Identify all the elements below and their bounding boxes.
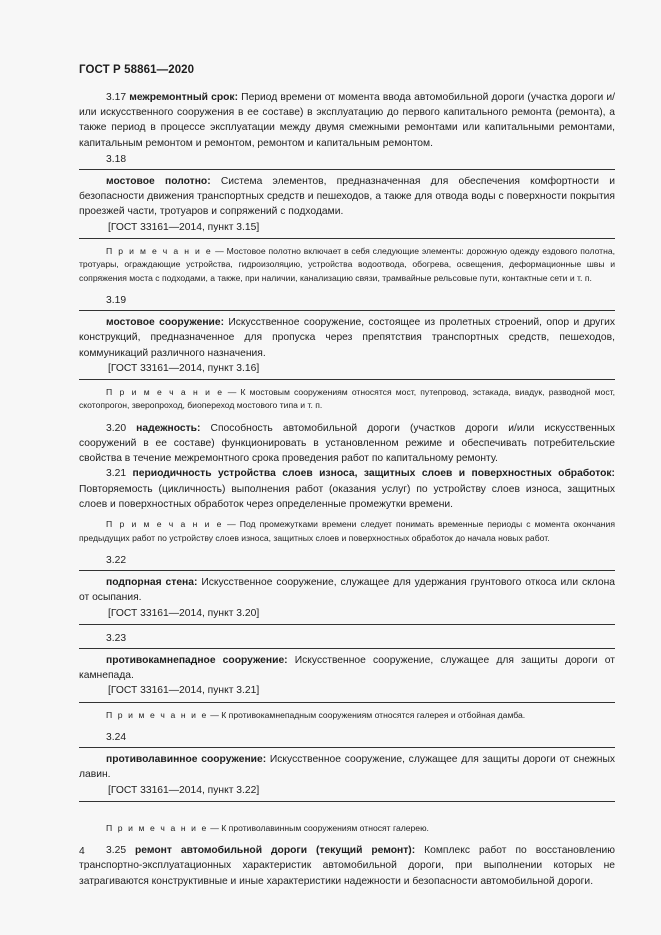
term-entry-3-20: [79, 421, 615, 467]
term-box-3-22: [79, 570, 615, 625]
note-text: — Под промежутками времени следует понимать временные периоды с момента окончания предыдущих работ по устройству слоев износа, защитных слоев и поверхностных обработок до начала новых работ.: [79, 519, 615, 543]
note: [79, 518, 615, 545]
note: [79, 709, 615, 722]
term-entry-3-17: [79, 90, 615, 151]
term-definition: Период времени от момента ввода автомобильной дороги (участка дороги и/или искусственного сооружения в ее составе) в эксплуатацию до первого капитального ремонта (ремонта), а также период в процессе эксплуатации между двумя смежными ремонтами или капитальными ремонтами, капитальным ремонтом и ремонтом, ремонтом и капитальным ремонтом.: [79, 92, 615, 149]
term-name: противокамнепадное сооружение:: [106, 654, 288, 666]
document-body: [79, 90, 615, 889]
term-box-3-23: [79, 648, 615, 703]
term-definition: Искусственное сооружение, служащее для защиты дороги от снежных лавин.: [79, 754, 615, 781]
term-box-3-19: [79, 310, 615, 380]
term-definition: Повторяемость (цикличность) выполнения работ (оказания услуг) по устройству слоев износа, защитных слоев и поверхностных обработок через определенные промежутки времени.: [79, 483, 615, 510]
note-label: П р и м е ч а н и е: [106, 245, 213, 256]
term-name: надежность:: [136, 422, 201, 434]
term-name: межремонтный срок:: [129, 92, 239, 103]
term-number: 3.22: [106, 554, 127, 566]
note-text: — К противокамнепадным сооружениям относятся галерея и отбойная дамба.: [207, 709, 526, 720]
term-definition: Искусственное сооружение, служащее для защиты дороги от камнепада.: [79, 654, 615, 682]
term-name: мостовое сооружение:: [106, 317, 225, 329]
note-label: П р и м е ч а н и е: [106, 822, 208, 833]
term-definition-block: [79, 752, 615, 782]
note-text: — К мостовым сооружениям относятся мост, путепровод, эстакада, виадук, разводной мост, скотопрогон, зверопроход, биопереход мостового типа и т. п.: [79, 387, 615, 411]
term-number: 3.20: [106, 422, 127, 434]
term-entry-3-25: [79, 843, 615, 889]
term-name: мостовое полотно:: [106, 176, 211, 188]
term-definition: Комплекс работ по восстановлению транспортно-эксплуатационных характеристик автомобильной дороги, при выполнении которых не затрагиваются конструктивные и иные характеристики надежности и безопасности автомобильной дороги.: [79, 845, 615, 887]
term-definition-block: [79, 174, 615, 220]
term-number: 3.24: [106, 731, 127, 743]
term-number: 3.23: [106, 632, 127, 644]
term-definition-block: [79, 315, 615, 361]
term-source: [ГОСТ 33161—2014, пункт 3.21]: [108, 685, 260, 697]
term-number: 3.18: [106, 153, 127, 165]
note: [79, 822, 615, 835]
term-number: 3.17: [106, 92, 127, 103]
note: [79, 245, 615, 285]
term-definition: Система элементов, предназначенная для обеспечения комфортности и безопасности движения транспортных средств и пешеходов, а также для отвода воды с поверхности покрытия проезжей части, тротуаров и сопряжений с подходами.: [79, 176, 615, 218]
document-header: ГОСТ Р 58861—2020: [79, 64, 195, 76]
term-number: 3.25: [106, 845, 127, 857]
note-label: П р и м е ч а н и е: [106, 709, 208, 720]
term-name: подпорная стена:: [106, 577, 198, 589]
term-definition: Способность автомобильной дороги (участков дороги и/или искусственных сооружений в ее составе) функционировать в установленном режиме и обеспечивать потребительские свойства в течение межремонтного срока проведения работ по капитальному ремонту.: [79, 422, 615, 465]
term-definition: Искусственное сооружение, служащее для удержания грунтового откоса или склона от осыпания.: [79, 577, 615, 604]
note-label: П р и м е ч а н и е: [106, 387, 224, 398]
note-label: П р и м е ч а н и е: [106, 519, 224, 530]
term-name: ремонт автомобильной дороги (текущий ремонт):: [135, 845, 416, 857]
note-text: — К противолавинным сооружениям относят галерею.: [207, 822, 429, 833]
term-source: [ГОСТ 33161—2014, пункт 3.16]: [108, 362, 260, 374]
term-definition-block: [79, 575, 615, 605]
note-text: — Мостовое полотно включает в себя следующие элементы: дорожную одежду ездового полотна, тротуары, ограждающие устройства, гидроизоляцию, устройства водоотвода, обогрева, освещения, деформационные швы и сопряжения моста с подходами, а также, при наличии, канализацию связи, трамвайные рельсовые пути, контактные сети и т. п.: [79, 245, 616, 283]
term-source: [ГОСТ 33161—2014, пункт 3.22]: [108, 784, 260, 796]
term-name: периодичность устройства слоев износа, защитных слоев и поверхностных обработок:: [132, 468, 615, 480]
term-definition-block: [79, 653, 615, 683]
term-number: 3.19: [106, 295, 127, 307]
term-definition: Искусственное сооружение, состоящее из пролетных строений, опор и других конструкций, предназначенное для пропуска через препятствия транспортных средств, пешеходов, коммуникаций различного назначения.: [79, 317, 615, 359]
term-source: [ГОСТ 33161—2014, пункт 3.20]: [108, 607, 260, 619]
term-name: противолавинное сооружение:: [106, 754, 267, 766]
page-number: 4: [79, 846, 85, 857]
term-number: 3.21: [106, 468, 127, 480]
term-entry-3-21: [79, 466, 615, 512]
note: [79, 386, 615, 413]
term-source: [ГОСТ 33161—2014, пункт 3.15]: [108, 221, 260, 233]
term-box-3-24: [79, 747, 615, 802]
term-box-3-18: [79, 169, 615, 239]
